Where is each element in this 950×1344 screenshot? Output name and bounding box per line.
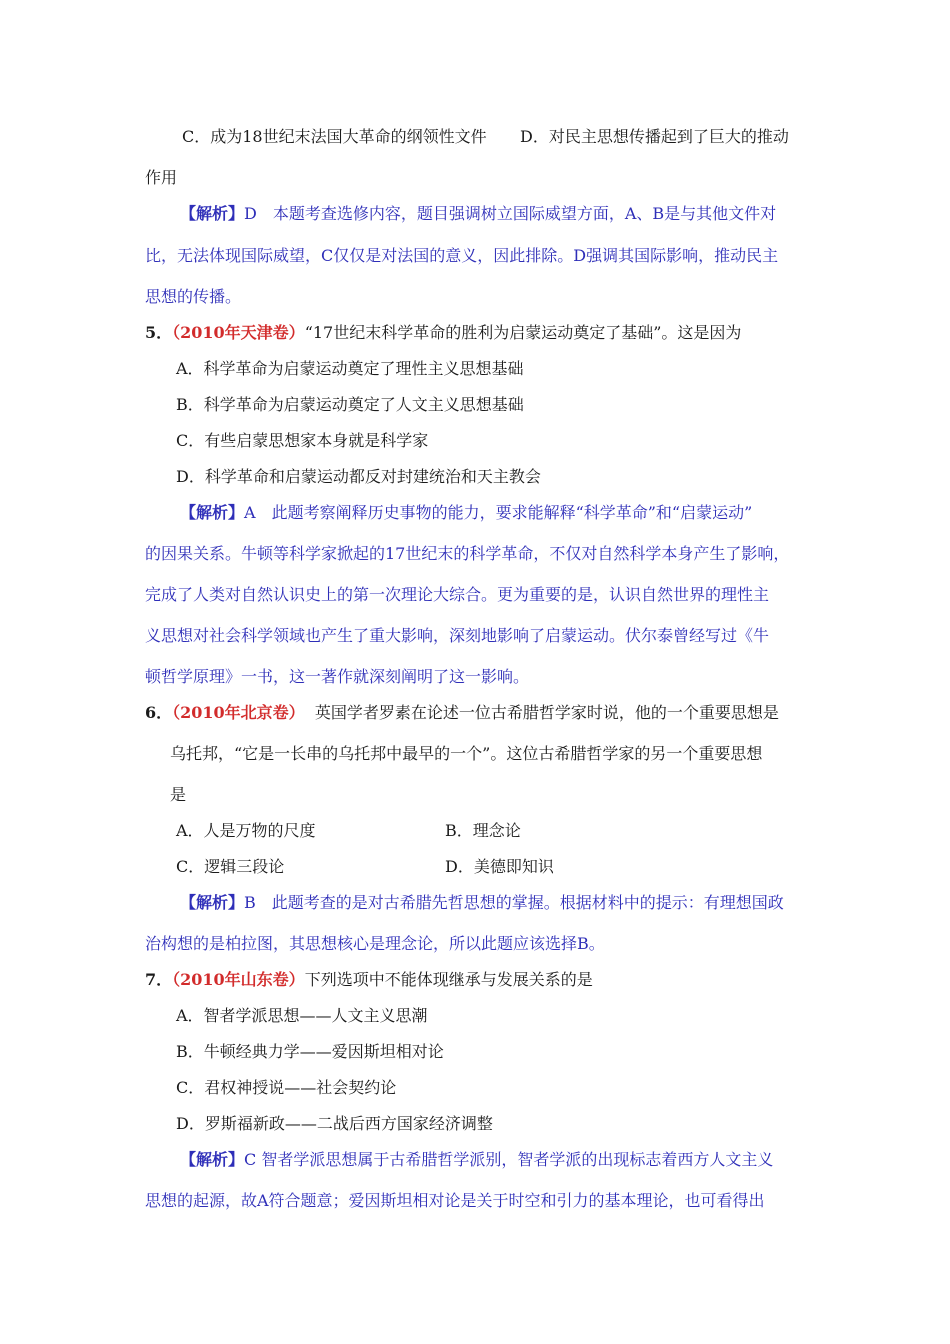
q6-source: （2010年北京卷） xyxy=(172,703,305,722)
q5-source: （2010年天津卷） xyxy=(172,323,305,342)
q5-number: 5． xyxy=(145,323,173,342)
q6-option-d: D．美德即知识 xyxy=(445,857,554,876)
analysis-tag: 【解析】 xyxy=(180,503,245,522)
q4-analysis-line2: 比，无法体现国际威望，C仅仅是对法国的意义，因此排除。D强调其国际影响，推动民主 xyxy=(145,246,779,265)
q4-analysis-line3: 思想的传播。 xyxy=(145,287,242,306)
q5-option-d: D．科学革命和启蒙运动都反对封建统治和天主教会 xyxy=(176,467,541,486)
analysis-tag: 【解析】 xyxy=(180,893,245,912)
q6-stem-line2: 乌托邦，“它是一长串的乌托邦中最早的一个”。这位古希腊哲学家的另一个重要思想 xyxy=(170,744,763,763)
q5-option-a: A．科学革命为启蒙运动奠定了理性主义思想基础 xyxy=(176,359,524,378)
q5-option-c: C．有些启蒙思想家本身就是科学家 xyxy=(176,431,429,450)
q6-analysis-line2: 治构想的是柏拉图，其思想核心是理念论，所以此题应该选择B。 xyxy=(145,934,605,953)
q4-option-d: D．对民主思想传播起到了巨大的推动 xyxy=(520,127,789,146)
q5-option-b: B．科学革命为启蒙运动奠定了人文主义思想基础 xyxy=(176,395,524,414)
q7-option-b: B．牛顿经典力学——爱因斯坦相对论 xyxy=(176,1042,444,1061)
q6-analysis-line1: 【解析】B 此题考查的是对古希腊先哲思想的掌握。根据材料中的提示：有理想国政 xyxy=(180,893,784,912)
q4-option-d-cont: 作用 xyxy=(145,168,178,187)
q6-option-b: B．理念论 xyxy=(445,821,521,840)
q7-analysis-line2: 思想的起源，故A符合题意；爱因斯坦相对论是关于时空和引力的基本理论，也可看得出 xyxy=(145,1191,765,1210)
q7-option-c: C．君权神授说——社会契约论 xyxy=(176,1078,397,1097)
q7-option-a: A．智者学派思想——人文主义思潮 xyxy=(176,1006,428,1025)
analysis-tag: 【解析】 xyxy=(180,1150,245,1169)
q6-option-a: A．人是万物的尺度 xyxy=(176,821,316,840)
q5-stem: 5．（2010年天津卷）“17世纪末科学革命的胜利为启蒙运动奠定了基础”。这是因为 xyxy=(145,323,742,342)
q5-analysis-line4: 义思想对社会科学领域也产生了重大影响，深刻地影响了启蒙运动。伏尔泰曾经写过《牛 xyxy=(145,626,770,645)
q6-stem-line3: 是 xyxy=(170,785,187,804)
q7-analysis-line1: 【解析】C 智者学派思想属于古希腊哲学派别，智者学派的出现标志着西方人文主义 xyxy=(180,1150,774,1169)
q5-analysis-line1: 【解析】A 此题考察阐释历史事物的能力，要求能解释“科学革命”和“启蒙运动” xyxy=(180,503,753,522)
q5-analysis-line2: 的因果关系。牛顿等科学家掀起的17世纪末的科学革命，不仅对自然科学本身产生了影响， xyxy=(145,544,790,563)
q6-number: 6． xyxy=(145,703,173,722)
q7-source: （2010年山东卷） xyxy=(172,970,305,989)
q7-option-d: D．罗斯福新政——二战后西方国家经济调整 xyxy=(176,1114,493,1133)
q4-option-c: C．成为18世纪末法国大革命的纲领性文件 xyxy=(182,127,487,146)
q7-stem: 7．（2010年山东卷）下列选项中不能体现继承与发展关系的是 xyxy=(145,970,593,989)
q7-number: 7． xyxy=(145,970,173,989)
q5-analysis-line3: 完成了人类对自然认识史上的第一次理论大综合。更为重要的是，认识自然世界的理性主 xyxy=(145,585,770,604)
q6-option-c: C．逻辑三段论 xyxy=(176,857,285,876)
q4-analysis-line1: 【解析】D 本题考查选修内容，题目强调树立国际威望方面，A、B是与其他文件对 xyxy=(180,204,777,223)
q6-stem-line1: 6．（2010年北京卷） 英国学者罗素在论述一位古希腊哲学家时说，他的一个重要思想是 xyxy=(145,703,779,722)
analysis-tag: 【解析】 xyxy=(180,204,245,223)
q5-analysis-line5: 顿哲学原理》一书，这一著作就深刻阐明了这一影响。 xyxy=(145,667,530,686)
